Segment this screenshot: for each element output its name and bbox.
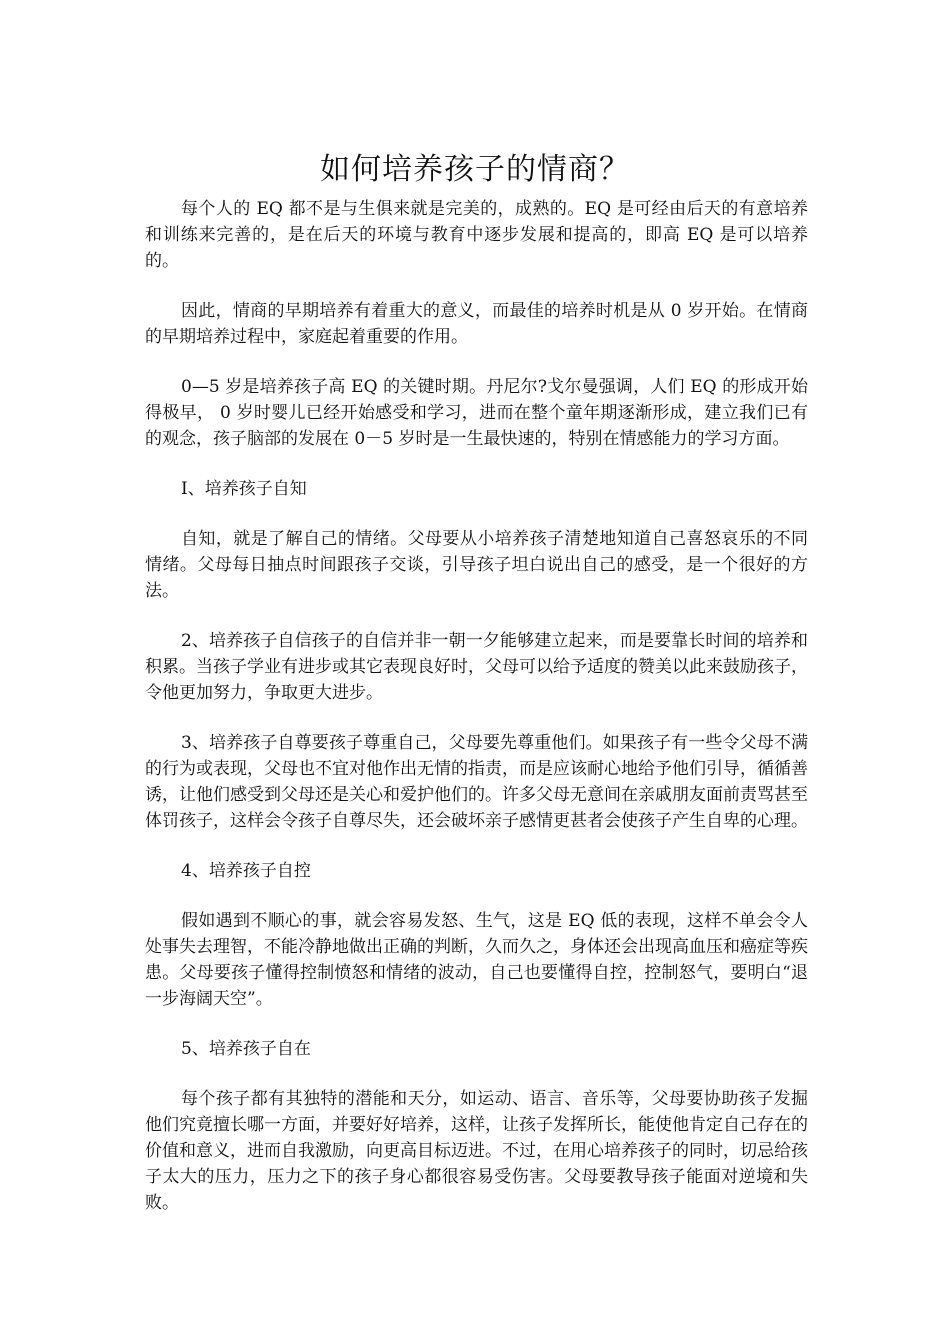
page-title: 如何培养孩子的情商？ xyxy=(320,152,630,188)
paragraph-self-respect: 3、培养孩子自尊要孩子尊重自己，父母要先尊重他们。如果孩子有一些令父母不满的行为或表现，父母也不宜对他作出无情的指责，而是应该耐心地给予他们引导，循循善诱，让他们感受到父母还是关心和爱护他们的。许多父母无意间在亲戚朋友面前责骂甚至体罚孩子，这样会令孩子自尊尽失，还会破坏亲子感情更甚者会使孩子产生自卑的心理。 xyxy=(145,733,808,831)
paragraph-self-confidence: 2、培养孩子自信孩子的自信并非一朝一夕能够建立起来，而是要靠长时间的培养和积累。当孩子学业有进步或其它表现良好时，父母可以给予适度的赞美以此来鼓励孩子，令他更加努力，争取更大进步。 xyxy=(145,631,808,703)
section-heading-self-awareness: I、培养孩子自知 xyxy=(181,479,307,499)
section-heading-self-ease: 5、培养孩子自在 xyxy=(181,1039,311,1059)
paragraph-early-training: 因此，情商的早期培养有着重大的意义，而最佳的培养时机是从 0 岁开始。在情商的早期培养过程中，家庭起着重要的作用。 xyxy=(145,301,808,347)
paragraph-self-ease: 每个孩子都有其独特的潜能和天分，如运动、语言、音乐等，父母要协助孩子发掘他们究竟擅长哪一方面，并要好好培养，这样，让孩子发挥所长，能使他肯定自己存在的价值和意义，进而自我激励，向更高目标迈进。不过，在用心培养孩子的同时，切忌给孩子太大的压力，压力之下的孩子身心都很容易受伤害。父母要教导孩子能面对逆境和失败。 xyxy=(145,1089,808,1213)
paragraph-key-period: 0—5 岁是培养孩子高 EQ 的关键时期。丹尼尔?戈尔曼强调，人们 EQ 的形成开始得极早， 0 岁时婴儿已经开始感受和学习，进而在整个童年期逐渐形成，建立我们已有的观念，孩子脑部的发展在 0－5 岁时是一生最快速的，特别在情感能力的学习方面。 xyxy=(145,377,808,449)
paragraph-eq-intro: 每个人的 EQ 都不是与生俱来就是完美的，成熟的。EQ 是可经由后天的有意培养和训练来完善的，是在后天的环境与教育中逐步发展和提高的，即高 EQ 是可以培养的。 xyxy=(145,199,808,271)
document-body xyxy=(145,196,808,1240)
paragraph-self-control: 假如遇到不顺心的事，就会容易发怒、生气，这是 EQ 低的表现，这样不单会令人处事失去理智，不能冷静地做出正确的判断，久而久之，身体还会出现高血压和癌症等疾患。父母要孩子懂得控制愤怒和情绪的波动，自己也要懂得自控，控制怒气，要明白“退一步海阔天空”。 xyxy=(145,911,808,1009)
paragraph-self-awareness: 自知，就是了解自己的情绪。父母要从小培养孩子清楚地知道自己喜怒哀乐的不同情绪。父母每日抽点时间跟孩子交谈，引导孩子坦白说出自己的感受，是一个很好的方法。 xyxy=(145,529,808,601)
section-heading-self-control: 4、培养孩子自控 xyxy=(181,861,311,881)
